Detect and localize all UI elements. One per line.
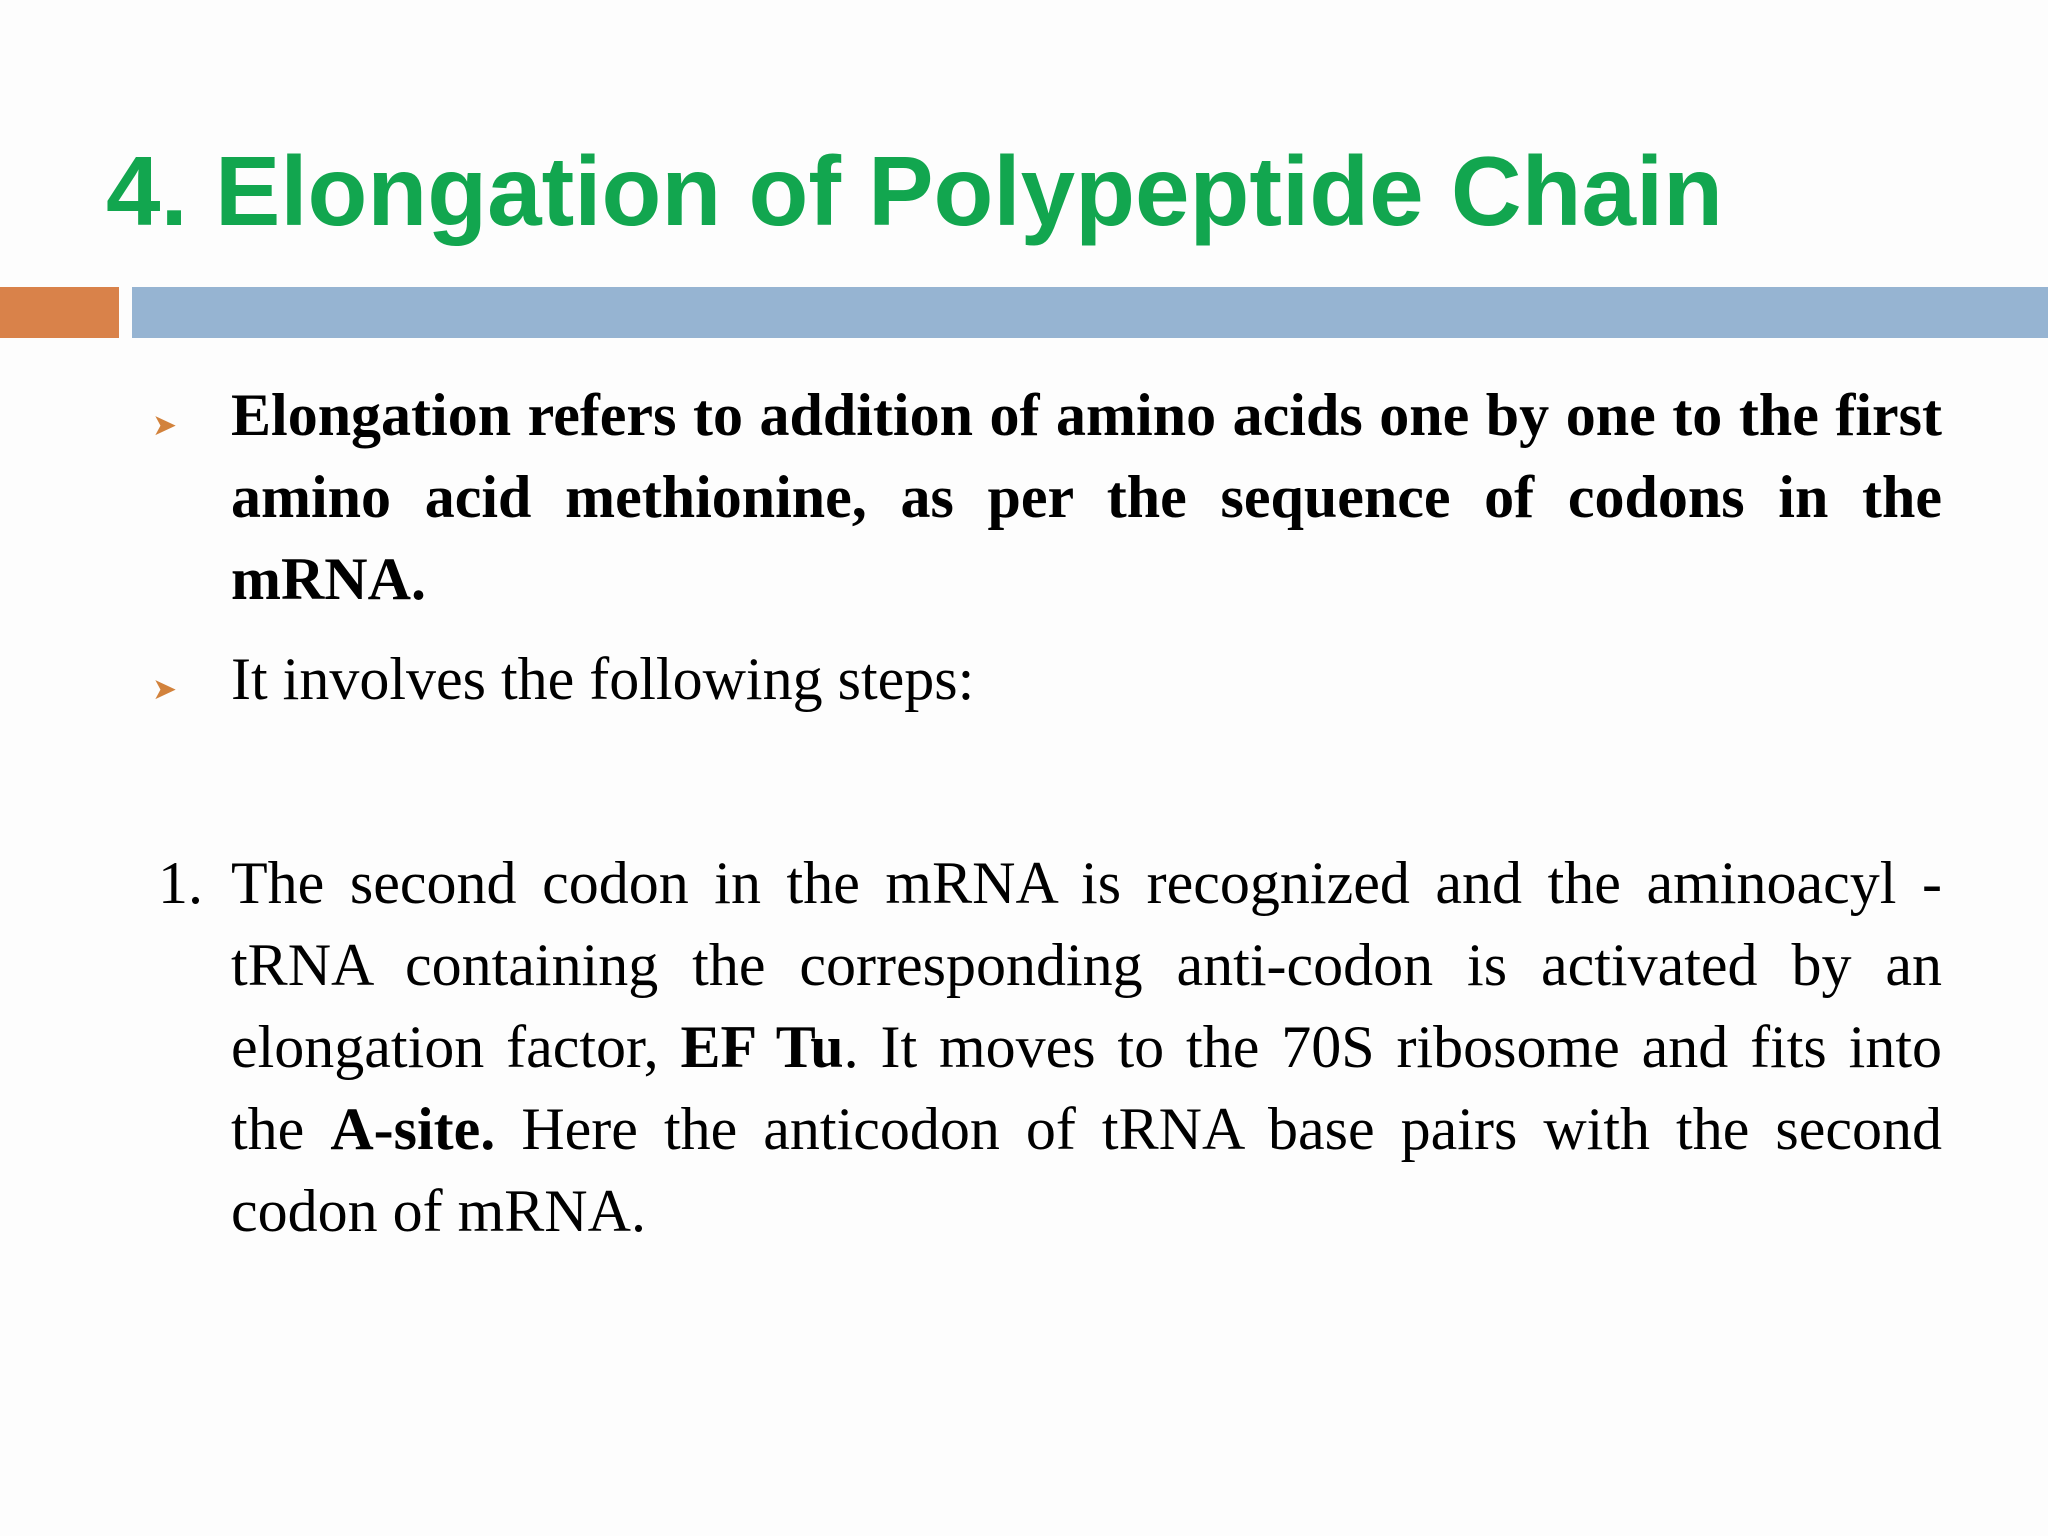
step-bold-term: EF Tu: [680, 1014, 844, 1080]
step-text: [231, 842, 1942, 1252]
bullet-text: Elongation refers to addition of amino acids one by one to the first amino acid methionine, as per the sequence of codons in the mRNA.: [231, 382, 1942, 612]
step-number: 1.: [158, 850, 203, 916]
step-bold-term: A-site.: [330, 1096, 496, 1162]
step-text-part: The second codon in the mRNA is recognized and the aminoacyl -tRNA containing the corresponding anti-codon is activated by an elongation factor,: [231, 850, 1942, 1080]
bullet-text: It involves the following steps:: [231, 646, 975, 712]
step-text-part: . It moves to the 70S ribosome and fits into the: [231, 1014, 1942, 1162]
slide-title: 4. Elongation of Polypeptide Chain: [106, 136, 1724, 246]
arrowhead-bullet-icon: ➤: [152, 408, 178, 443]
arrowhead-bullet-icon: ➤: [152, 672, 178, 707]
step-text-part: Here the anticodon of tRNA base pairs with the second codon of mRNA.: [231, 1096, 1942, 1244]
